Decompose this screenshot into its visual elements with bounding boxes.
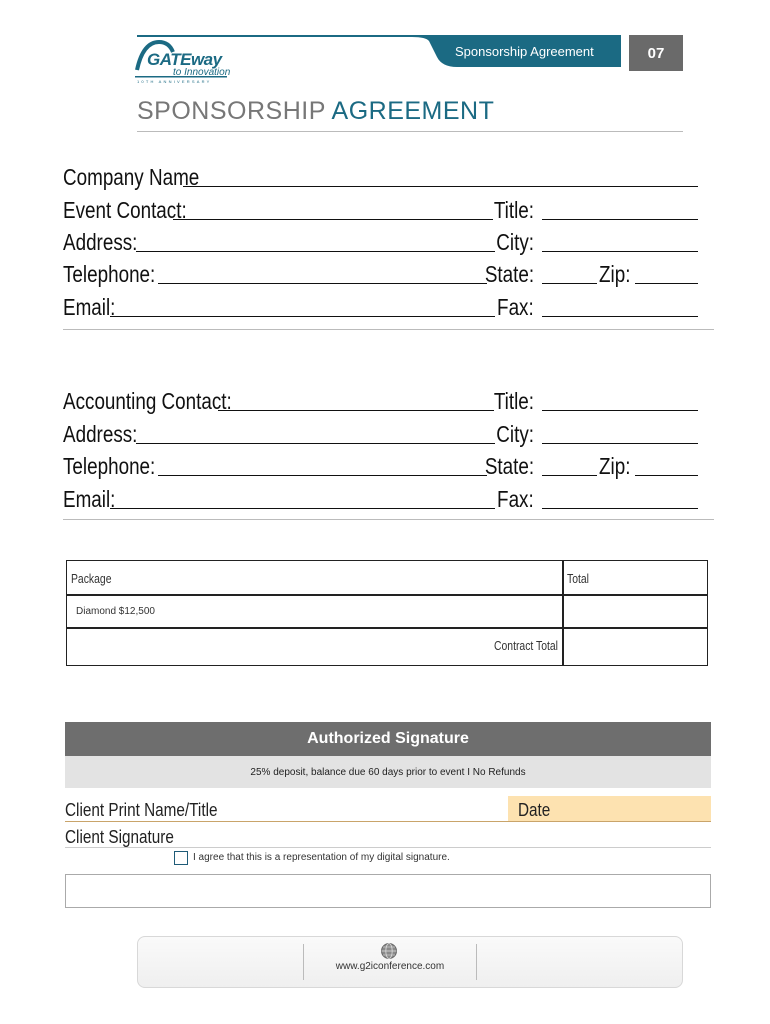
accounting-city-field[interactable] bbox=[542, 443, 698, 444]
event-contact-field[interactable] bbox=[173, 219, 493, 220]
terms-text: 25% deposit, balance due 60 days prior to event I No Refunds bbox=[65, 756, 711, 788]
print-name-underline bbox=[65, 821, 711, 822]
footer-website-link[interactable]: www.g2iconference.com bbox=[335, 961, 445, 972]
page-number-badge: 07 bbox=[629, 35, 683, 71]
event-state-label: State: bbox=[484, 261, 534, 287]
authorized-signature-heading: Authorized Signature bbox=[65, 722, 711, 756]
event-state-field[interactable] bbox=[542, 283, 597, 284]
accounting-contact-label: Accounting Contact: bbox=[63, 388, 232, 414]
document-title bbox=[137, 97, 494, 126]
event-telephone-field[interactable] bbox=[158, 283, 487, 284]
footer-divider-left bbox=[303, 944, 304, 980]
contract-total-label: Contract Total bbox=[494, 638, 558, 653]
title-divider bbox=[137, 131, 683, 132]
section-divider bbox=[63, 519, 714, 520]
accounting-title-field[interactable] bbox=[542, 410, 698, 411]
event-city-label: City: bbox=[496, 229, 534, 255]
accounting-email-field[interactable] bbox=[110, 508, 495, 509]
accounting-state-field[interactable] bbox=[542, 475, 597, 476]
client-print-name-field[interactable] bbox=[220, 797, 504, 821]
contract-total-field[interactable] bbox=[564, 629, 706, 665]
accounting-contact-field[interactable] bbox=[218, 410, 494, 411]
accounting-telephone-label: Telephone: bbox=[63, 453, 156, 479]
client-print-name-label: Client Print Name/Title bbox=[65, 800, 218, 820]
accounting-email-label: Email: bbox=[63, 486, 116, 512]
globe-icon bbox=[380, 942, 398, 960]
event-zip-field[interactable] bbox=[635, 283, 698, 284]
accounting-city-label: City: bbox=[496, 421, 534, 447]
title-accent: AGREEMENT bbox=[331, 97, 495, 125]
table-header-total: Total bbox=[567, 571, 589, 586]
signature-underline bbox=[65, 847, 711, 848]
event-zip-label: Zip: bbox=[599, 261, 631, 287]
company-name-field[interactable] bbox=[183, 186, 698, 187]
gateway-logo bbox=[133, 40, 233, 86]
accounting-zip-field[interactable] bbox=[635, 475, 698, 476]
table-row-total-field[interactable] bbox=[564, 596, 706, 626]
footer-divider-right bbox=[476, 944, 477, 980]
event-fax-label: Fax: bbox=[497, 294, 534, 320]
event-email-label: Email: bbox=[63, 294, 116, 320]
event-address-label: Address: bbox=[63, 229, 138, 255]
event-title-label: Title: bbox=[493, 197, 534, 223]
header-tab-label: Sponsorship Agreement bbox=[455, 44, 594, 59]
accounting-telephone-field[interactable] bbox=[158, 475, 487, 476]
client-signature-label: Client Signature bbox=[65, 827, 174, 847]
event-city-field[interactable] bbox=[542, 251, 698, 252]
table-row-package: Diamond $12,500 bbox=[76, 606, 155, 617]
logo-sub-text: to Innovation bbox=[173, 67, 231, 78]
event-title-field[interactable] bbox=[542, 219, 698, 220]
section-divider bbox=[63, 329, 714, 330]
event-contact-label: Event Contact: bbox=[63, 197, 187, 223]
event-email-field[interactable] bbox=[110, 316, 495, 317]
accounting-zip-label: Zip: bbox=[599, 453, 631, 479]
event-fax-field[interactable] bbox=[542, 316, 698, 317]
agree-text: I agree that this is a representation of my digital signature. bbox=[193, 852, 450, 863]
accounting-fax-label: Fax: bbox=[497, 486, 534, 512]
logo-tag-text: 10TH ANNIVERSARY bbox=[137, 79, 212, 84]
accounting-fax-field[interactable] bbox=[542, 508, 698, 509]
logo-main-text: GATEway bbox=[147, 50, 222, 69]
signature-input-box[interactable] bbox=[65, 874, 711, 908]
table-header-package: Package bbox=[71, 571, 112, 586]
accounting-title-label: Title: bbox=[493, 388, 534, 414]
agree-checkbox[interactable] bbox=[174, 851, 188, 865]
date-label: Date bbox=[518, 800, 551, 820]
event-address-field[interactable] bbox=[136, 251, 495, 252]
accounting-address-field[interactable] bbox=[136, 443, 495, 444]
title-light: SPONSORSHIP bbox=[137, 97, 326, 125]
company-name-label: Company Name bbox=[63, 164, 200, 190]
event-telephone-label: Telephone: bbox=[63, 261, 156, 287]
accounting-state-label: State: bbox=[484, 453, 534, 479]
accounting-address-label: Address: bbox=[63, 421, 138, 447]
